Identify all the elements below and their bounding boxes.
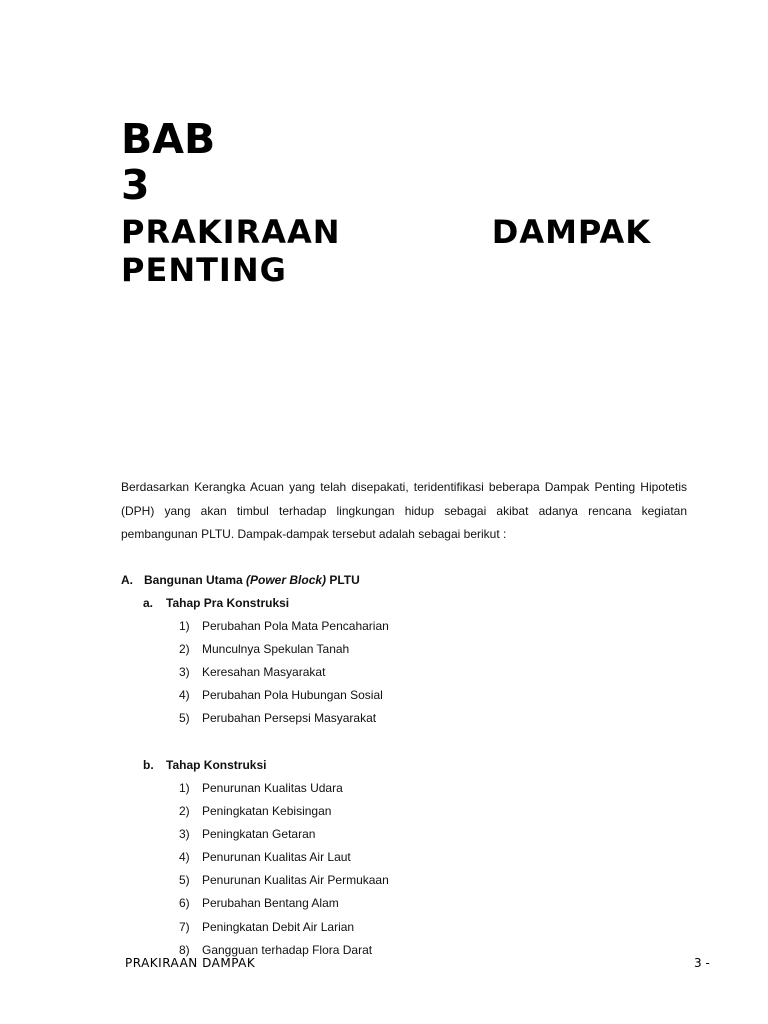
list-item: [179, 847, 389, 870]
list-item-number: 1): [179, 619, 190, 633]
subsection-a-title: Tahap Pra Konstruksi: [166, 596, 290, 610]
chapter-heading: [121, 116, 651, 289]
list-item-text: Perubahan Pola Mata Pencaharian: [202, 619, 389, 633]
list-item: [179, 639, 389, 662]
intro-paragraph: Berdasarkan Kerangka Acuan yang telah disepakati, teridentifikasi beberapa Dampak Penting Hipotetis (DPH) yang akan timbul terhadap lingkungan hidup sebagai akibat adanya rencana kegiatan pembangunan PLTU. Dampak-dampak tersebut adalah sebagai berikut :: [121, 480, 687, 541]
list-item: [179, 685, 389, 708]
footer-title: PRAKIRAAN DAMPAK: [125, 956, 256, 970]
list-item-number: 2): [179, 804, 190, 819]
list-item-text: Gangguan terhadap Flora Darat: [202, 942, 373, 957]
list-item: [179, 708, 389, 731]
page-number: 3 -: [694, 956, 710, 970]
document-body: [121, 476, 687, 957]
list-item: [179, 801, 389, 824]
list-item-number: 7): [179, 919, 190, 934]
list-item-text: Perubahan Persepsi Masyarakat: [202, 711, 377, 726]
subsection-b-heading: [143, 755, 266, 775]
section-a-title-post: PLTU: [326, 573, 360, 587]
list-item-number: 5): [179, 711, 190, 726]
list-item-text: Penurunan Kualitas Air Laut: [202, 850, 351, 865]
list-item-number: 6): [179, 896, 190, 911]
pre-construction-impact-list: [179, 616, 389, 731]
list-item-number: 1): [179, 781, 190, 795]
section-a-title-italic: (Power Block): [246, 573, 327, 587]
chapter-title: PRAKIRAAN DAMPAK PENTING: [121, 213, 651, 289]
list-item-number: 4): [179, 850, 190, 865]
list-item-text: Penurunan Kualitas Udara: [202, 781, 343, 795]
list-item-number: 3): [179, 665, 190, 680]
list-item-number: 8): [179, 942, 190, 957]
list-item: [179, 917, 389, 940]
list-item: [179, 870, 389, 893]
list-item: [179, 616, 389, 639]
list-item-number: 4): [179, 688, 190, 703]
list-item: [179, 778, 389, 801]
chapter-label: BAB: [121, 115, 216, 163]
section-a-title-pre: Bangunan Utama: [144, 573, 247, 587]
list-item-text: Keresahan Masyarakat: [202, 665, 326, 680]
section-a-letter: A.: [121, 573, 133, 587]
list-item-text: Peningkatan Getaran: [202, 827, 316, 842]
construction-impact-list: [179, 778, 389, 963]
subsection-b-letter: b.: [143, 758, 154, 772]
subsection-a-letter: a.: [143, 596, 154, 610]
list-item: [179, 662, 389, 685]
subsection-b-title: Tahap Konstruksi: [166, 758, 267, 772]
list-item-text: Peningkatan Kebisingan: [202, 804, 332, 819]
list-item-number: 2): [179, 642, 190, 657]
list-item-text: Peningkatan Debit Air Larian: [202, 919, 355, 934]
list-item-text: Penurunan Kualitas Air Permukaan: [202, 873, 389, 888]
list-item: [179, 824, 389, 847]
list-item: [179, 893, 389, 916]
list-item-text: Perubahan Bentang Alam: [202, 896, 339, 911]
list-item-text: Munculnya Spekulan Tanah: [202, 642, 350, 657]
list-item-text: Perubahan Pola Hubungan Sosial: [202, 688, 383, 703]
section-a-heading: [121, 570, 360, 590]
subsection-a-heading: [143, 593, 289, 613]
chapter-number: 3: [121, 161, 150, 209]
list-item-number: 5): [179, 873, 190, 888]
section-a-title: [144, 573, 360, 587]
list-item-number: 3): [179, 827, 190, 842]
